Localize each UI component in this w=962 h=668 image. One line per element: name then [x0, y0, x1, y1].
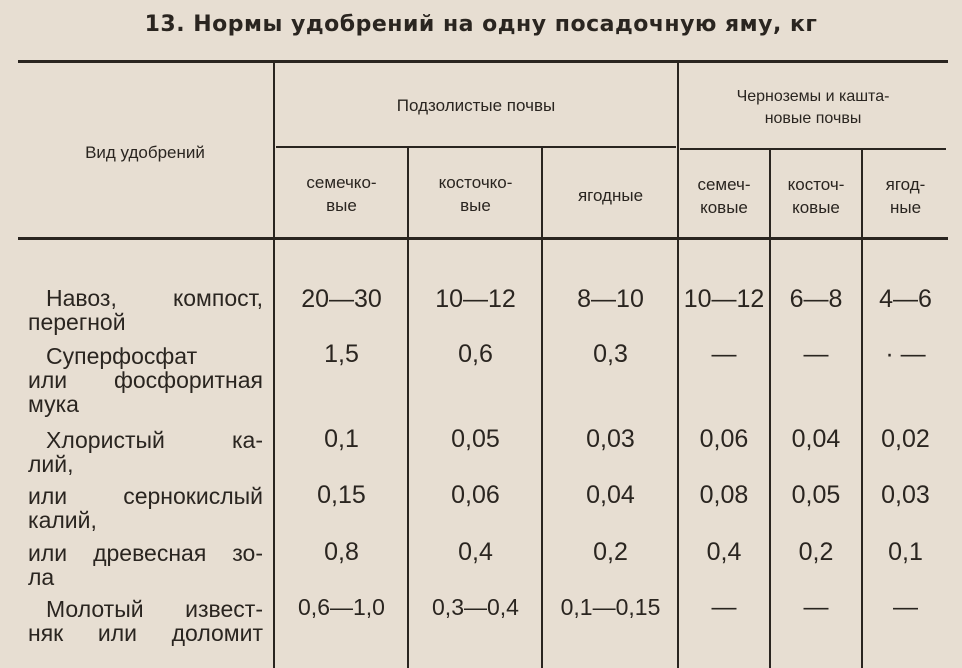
value-cell: 0,3—0,4	[432, 594, 519, 620]
header-sub-line1: косточко-	[438, 173, 513, 192]
value-cell: 0,03	[586, 425, 635, 453]
col-divider-0	[273, 63, 275, 668]
value-cell: 4—6	[879, 285, 932, 313]
value-cell: 1,5	[324, 340, 359, 368]
header-group-chernozem-line2: новые почвы	[764, 110, 862, 127]
value-cell: 0,4	[458, 538, 493, 566]
value-cell: 0,04	[791, 425, 841, 453]
value-cell: 0,4	[706, 538, 742, 566]
value-cell: 8—10	[577, 285, 644, 313]
row-name-potassium-chloride: Хлористый ка- лий,	[28, 427, 263, 477]
value-cell: 10—12	[683, 285, 765, 313]
value-cell: 0,04	[586, 481, 635, 509]
value-cell: —	[803, 593, 829, 621]
header-sub-pome-chernozem	[679, 173, 769, 219]
value-cell: —	[803, 340, 829, 368]
header-sub-line2: ковые	[700, 198, 748, 217]
value-cell: 0,15	[317, 481, 366, 509]
header-sub-line1: семеч-	[697, 175, 751, 194]
header-sub-line1: ягодные	[577, 186, 644, 205]
header-bottom-rule	[18, 237, 948, 240]
header-sub-berry-chernozem	[863, 173, 948, 219]
row-name-manure: Навоз, компост, перегной	[28, 285, 263, 335]
row-name-limestone: Молотый извест- няк или доломит	[28, 596, 263, 646]
value-cell: 0,6—1,0	[298, 594, 385, 620]
value-cell: —	[711, 593, 737, 621]
value-cell: —	[711, 340, 737, 368]
header-group-chernozem-line1: Черноземы и кашта-	[736, 88, 890, 105]
header-group-podzol: Подзолистые почвы	[396, 96, 556, 115]
value-cell: 0,08	[699, 481, 749, 509]
value-cell: 6—8	[789, 285, 843, 313]
value-cell: 0,1	[324, 425, 359, 453]
col-divider-2	[541, 148, 543, 668]
row-name-potassium-sulfate: или сернокислый калий,	[28, 483, 263, 533]
table-title: 13. Нормы удобрений на одну посадочную яму, кг	[144, 12, 818, 37]
header-sub-line2: вые	[326, 196, 357, 215]
col-divider-4	[769, 150, 771, 668]
value-cell: 0,1	[888, 538, 923, 566]
value-cell: 10—12	[435, 285, 516, 313]
value-cell: 0,2	[593, 538, 628, 566]
value-cell: 0,03	[881, 481, 930, 509]
header-sub-line1: косточ-	[787, 175, 845, 194]
value-cell: —	[893, 593, 918, 621]
header-sub-pome-podzol	[276, 171, 407, 217]
header-sub-line2: ковые	[792, 198, 840, 217]
header-sub-stone-chernozem	[771, 173, 861, 219]
row-name-wood-ash: или древесная зо- ла	[28, 540, 263, 590]
col-divider-5	[861, 150, 863, 668]
value-cell: 0,1—0,15	[560, 594, 661, 620]
header-kind: Вид удобрений	[85, 143, 205, 162]
value-cell: 20—30	[301, 285, 382, 313]
value-cell: 0,05	[451, 425, 500, 453]
group-rule-right	[680, 148, 946, 150]
value-cell: 0,06	[699, 425, 749, 453]
value-cell: 0,02	[881, 425, 930, 453]
value-cell: 0,06	[451, 481, 500, 509]
col-divider-1	[407, 148, 409, 668]
header-sub-berry-podzol	[544, 184, 677, 207]
header-sub-line1: ягод-	[885, 175, 926, 194]
value-cell: 0,3	[593, 340, 628, 368]
header-sub-stone-podzol	[410, 171, 541, 217]
header-sub-line1: семечко-	[306, 173, 377, 192]
header-group-chernozem	[680, 86, 946, 130]
top-rule	[18, 60, 948, 63]
row-name-superphosphate: Суперфосфат или фосфоритная мука	[28, 343, 263, 417]
header-sub-line2: вые	[460, 196, 491, 215]
group-rule-left	[276, 146, 676, 148]
value-cell: 0,05	[791, 481, 841, 509]
header-sub-line2: ные	[889, 198, 922, 217]
value-cell: 0,6	[458, 340, 493, 368]
value-cell: 0,8	[324, 538, 359, 566]
value-cell: 0,2	[798, 538, 834, 566]
value-cell: · —	[885, 340, 926, 368]
